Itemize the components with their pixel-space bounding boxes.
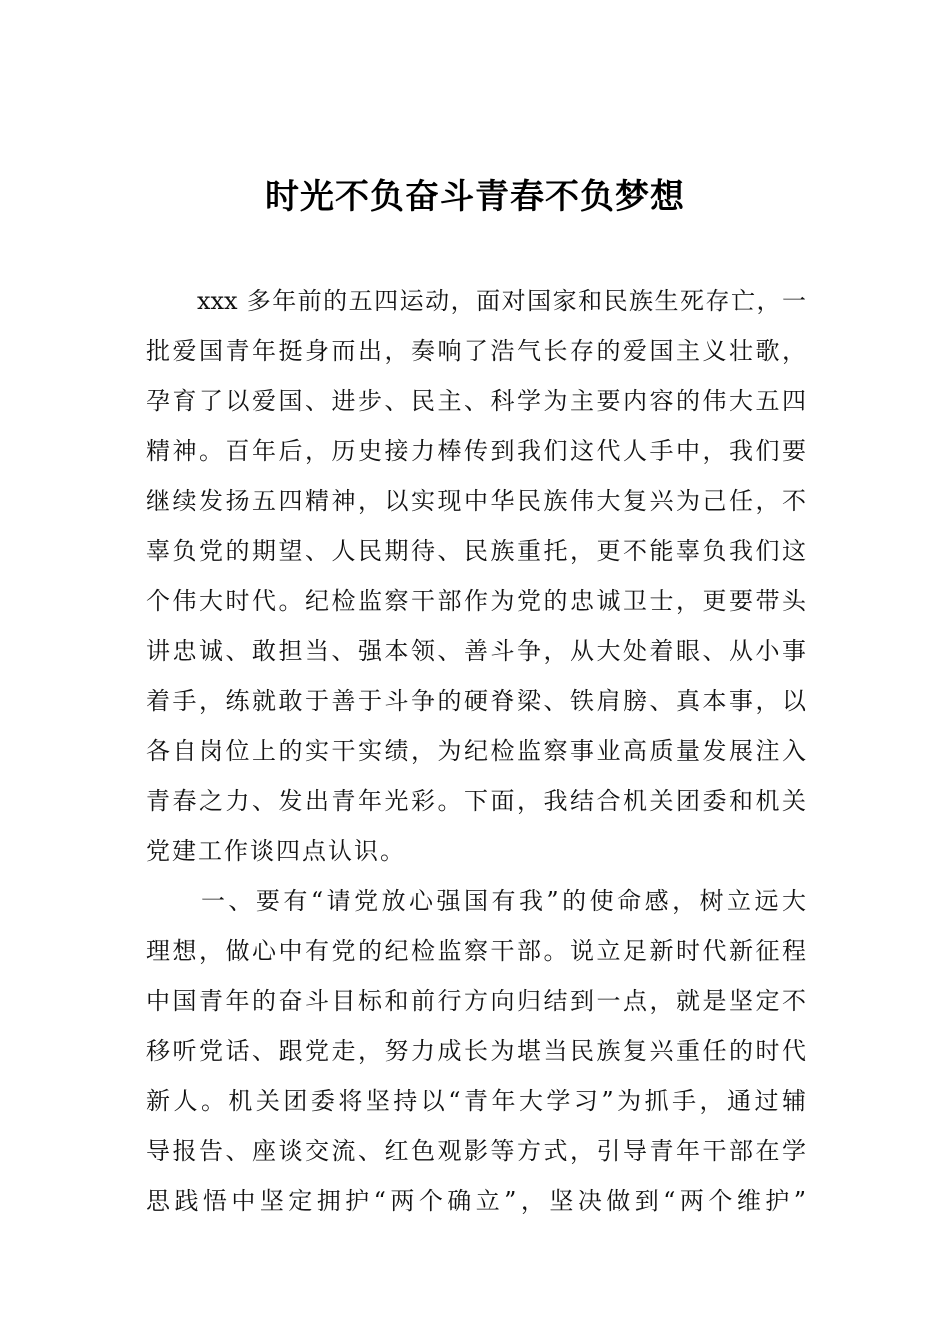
text-line: 党建工作谈四点认识。 <box>146 837 406 865</box>
text-line: 青春之力、发出青年光彩。下面，我结合机关团委和机关 <box>146 787 806 815</box>
text-line: 个伟大时代。纪检监察干部作为党的忠诚卫士，更要带头 <box>146 587 806 615</box>
text-line: 理想，做心中有党的纪检监察干部。说立足新时代新征程 <box>146 937 806 965</box>
text-line: 批爱国青年挺身而出，奏响了浩气长存的爱国主义壮歌， <box>146 337 806 365</box>
text-line: 中国青年的奋斗目标和前行方向归结到一点，就是坚定不 <box>146 987 806 1015</box>
text-line: 思践悟中坚定拥护“两个确立”，坚决做到“两个维护” <box>146 1187 806 1215</box>
text-line: 孕育了以爱国、进步、民主、科学为主要内容的伟大五四 <box>146 387 806 415</box>
text-line: xxx 多年前的五四运动，面对国家和民族生死存亡，一 <box>146 287 806 315</box>
text-line: 着手，练就敢于善于斗争的硬脊梁、铁肩膀、真本事，以 <box>146 687 806 715</box>
text-line: 各自岗位上的实干实绩，为纪检监察事业高质量发展注入 <box>146 737 806 765</box>
text-line: 继续发扬五四精神，以实现中华民族伟大复兴为己任，不 <box>146 487 806 515</box>
paragraph <box>146 276 806 876</box>
text-line: 导报告、座谈交流、红色观影等方式，引导青年干部在学 <box>146 1137 806 1165</box>
document-title: 时光不负奋斗青春不负梦想 <box>265 177 685 217</box>
text-line: 精神。百年后，历史接力棒传到我们这代人手中，我们要 <box>146 437 806 465</box>
text-line: 移听党话、跟党走，努力成长为堪当民族复兴重任的时代 <box>146 1037 806 1065</box>
text-line: 讲忠诚、敢担当、强本领、善斗争，从大处着眼、从小事 <box>146 637 806 665</box>
text-line: 新人。机关团委将坚持以“青年大学习”为抓手，通过辅 <box>146 1087 806 1115</box>
text-line: 一、要有“请党放心强国有我”的使命感，树立远大 <box>146 887 806 915</box>
text-line: 辜负党的期望、人民期待、民族重托，更不能辜负我们这 <box>146 537 806 565</box>
document-body <box>146 276 806 1226</box>
paragraph <box>146 876 806 1226</box>
